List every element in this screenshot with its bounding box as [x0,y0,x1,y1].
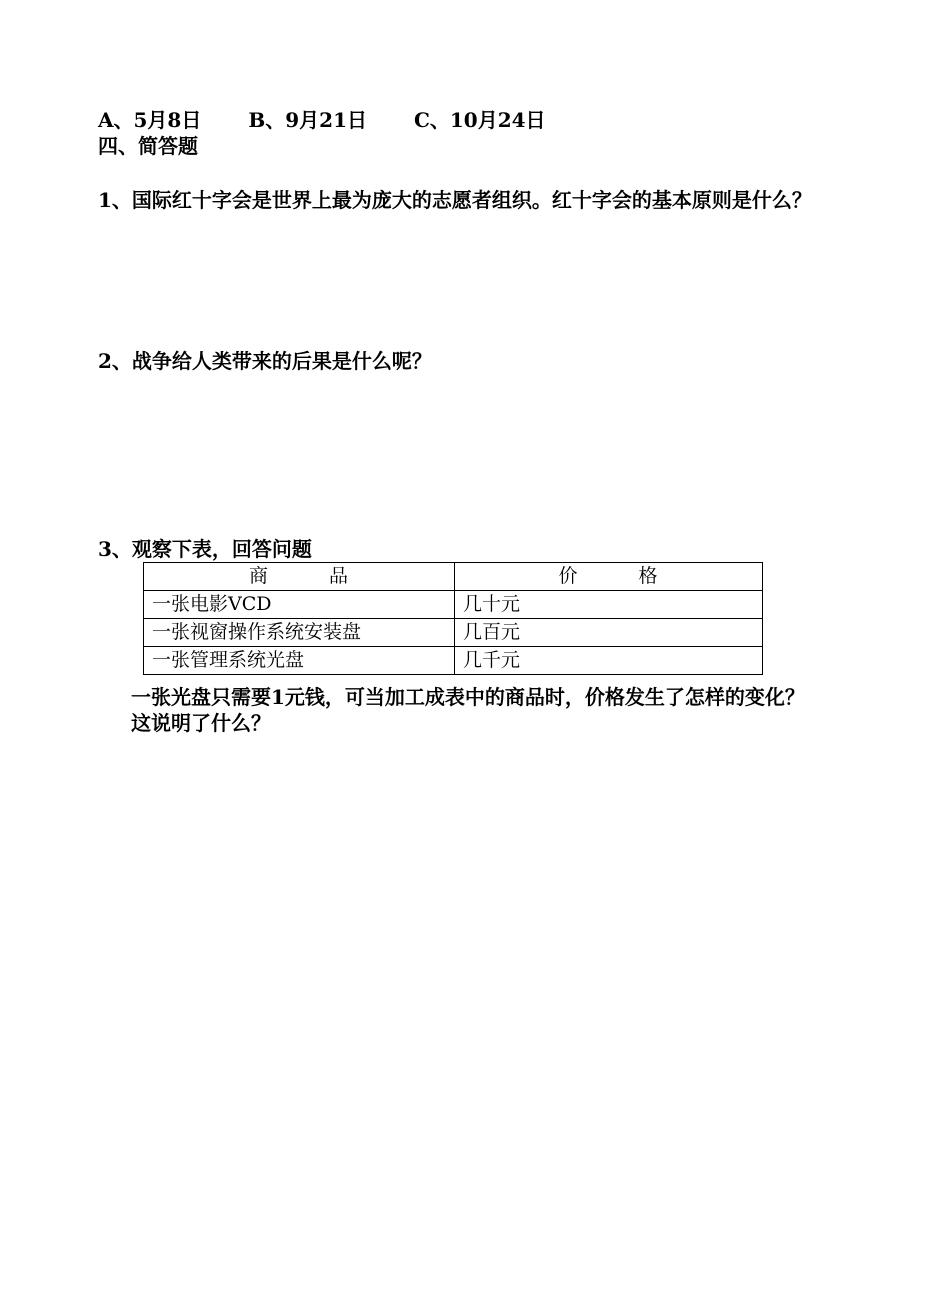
cell-product: 一张视窗操作系统安装盘 [144,619,455,647]
question-3-followup-line-2: 这说明了什么？ [131,711,271,735]
table-row [144,647,763,675]
section-title: 四、简答题 [98,134,198,158]
question-1: 1、国际红十字会是世界上最为庞大的志愿者组织。红十字会的基本原则是什么？ [98,188,812,212]
cell-price: 几千元 [455,647,763,675]
option-b: B、9月21日 [248,108,367,132]
header-product-char-2: 品 [329,565,350,587]
header-price-char-1: 价 [558,565,579,587]
header-price-char-2: 格 [638,565,659,587]
question-3-followup-line-1: 一张光盘只需要1元钱，可当加工成表中的商品时，价格发生了怎样的变化？ [131,685,805,709]
header-price [455,563,763,591]
option-a: A、5月8日 [98,108,202,132]
price-table [143,562,763,675]
multiple-choice-options [98,108,546,132]
table-row [144,619,763,647]
header-product-char-1: 商 [248,565,269,587]
cell-product: 一张管理系统光盘 [144,647,455,675]
table-header-row [144,563,763,591]
option-c: C、10月24日 [413,108,546,132]
cell-price: 几百元 [455,619,763,647]
question-3: 3、观察下表，回答问题 [98,537,312,561]
table-row [144,591,763,619]
header-product [144,563,455,591]
cell-price: 几十元 [455,591,763,619]
question-2: 2、战争给人类带来的后果是什么呢？ [98,349,432,373]
price-table-container [143,562,763,675]
cell-product: 一张电影VCD [144,591,455,619]
